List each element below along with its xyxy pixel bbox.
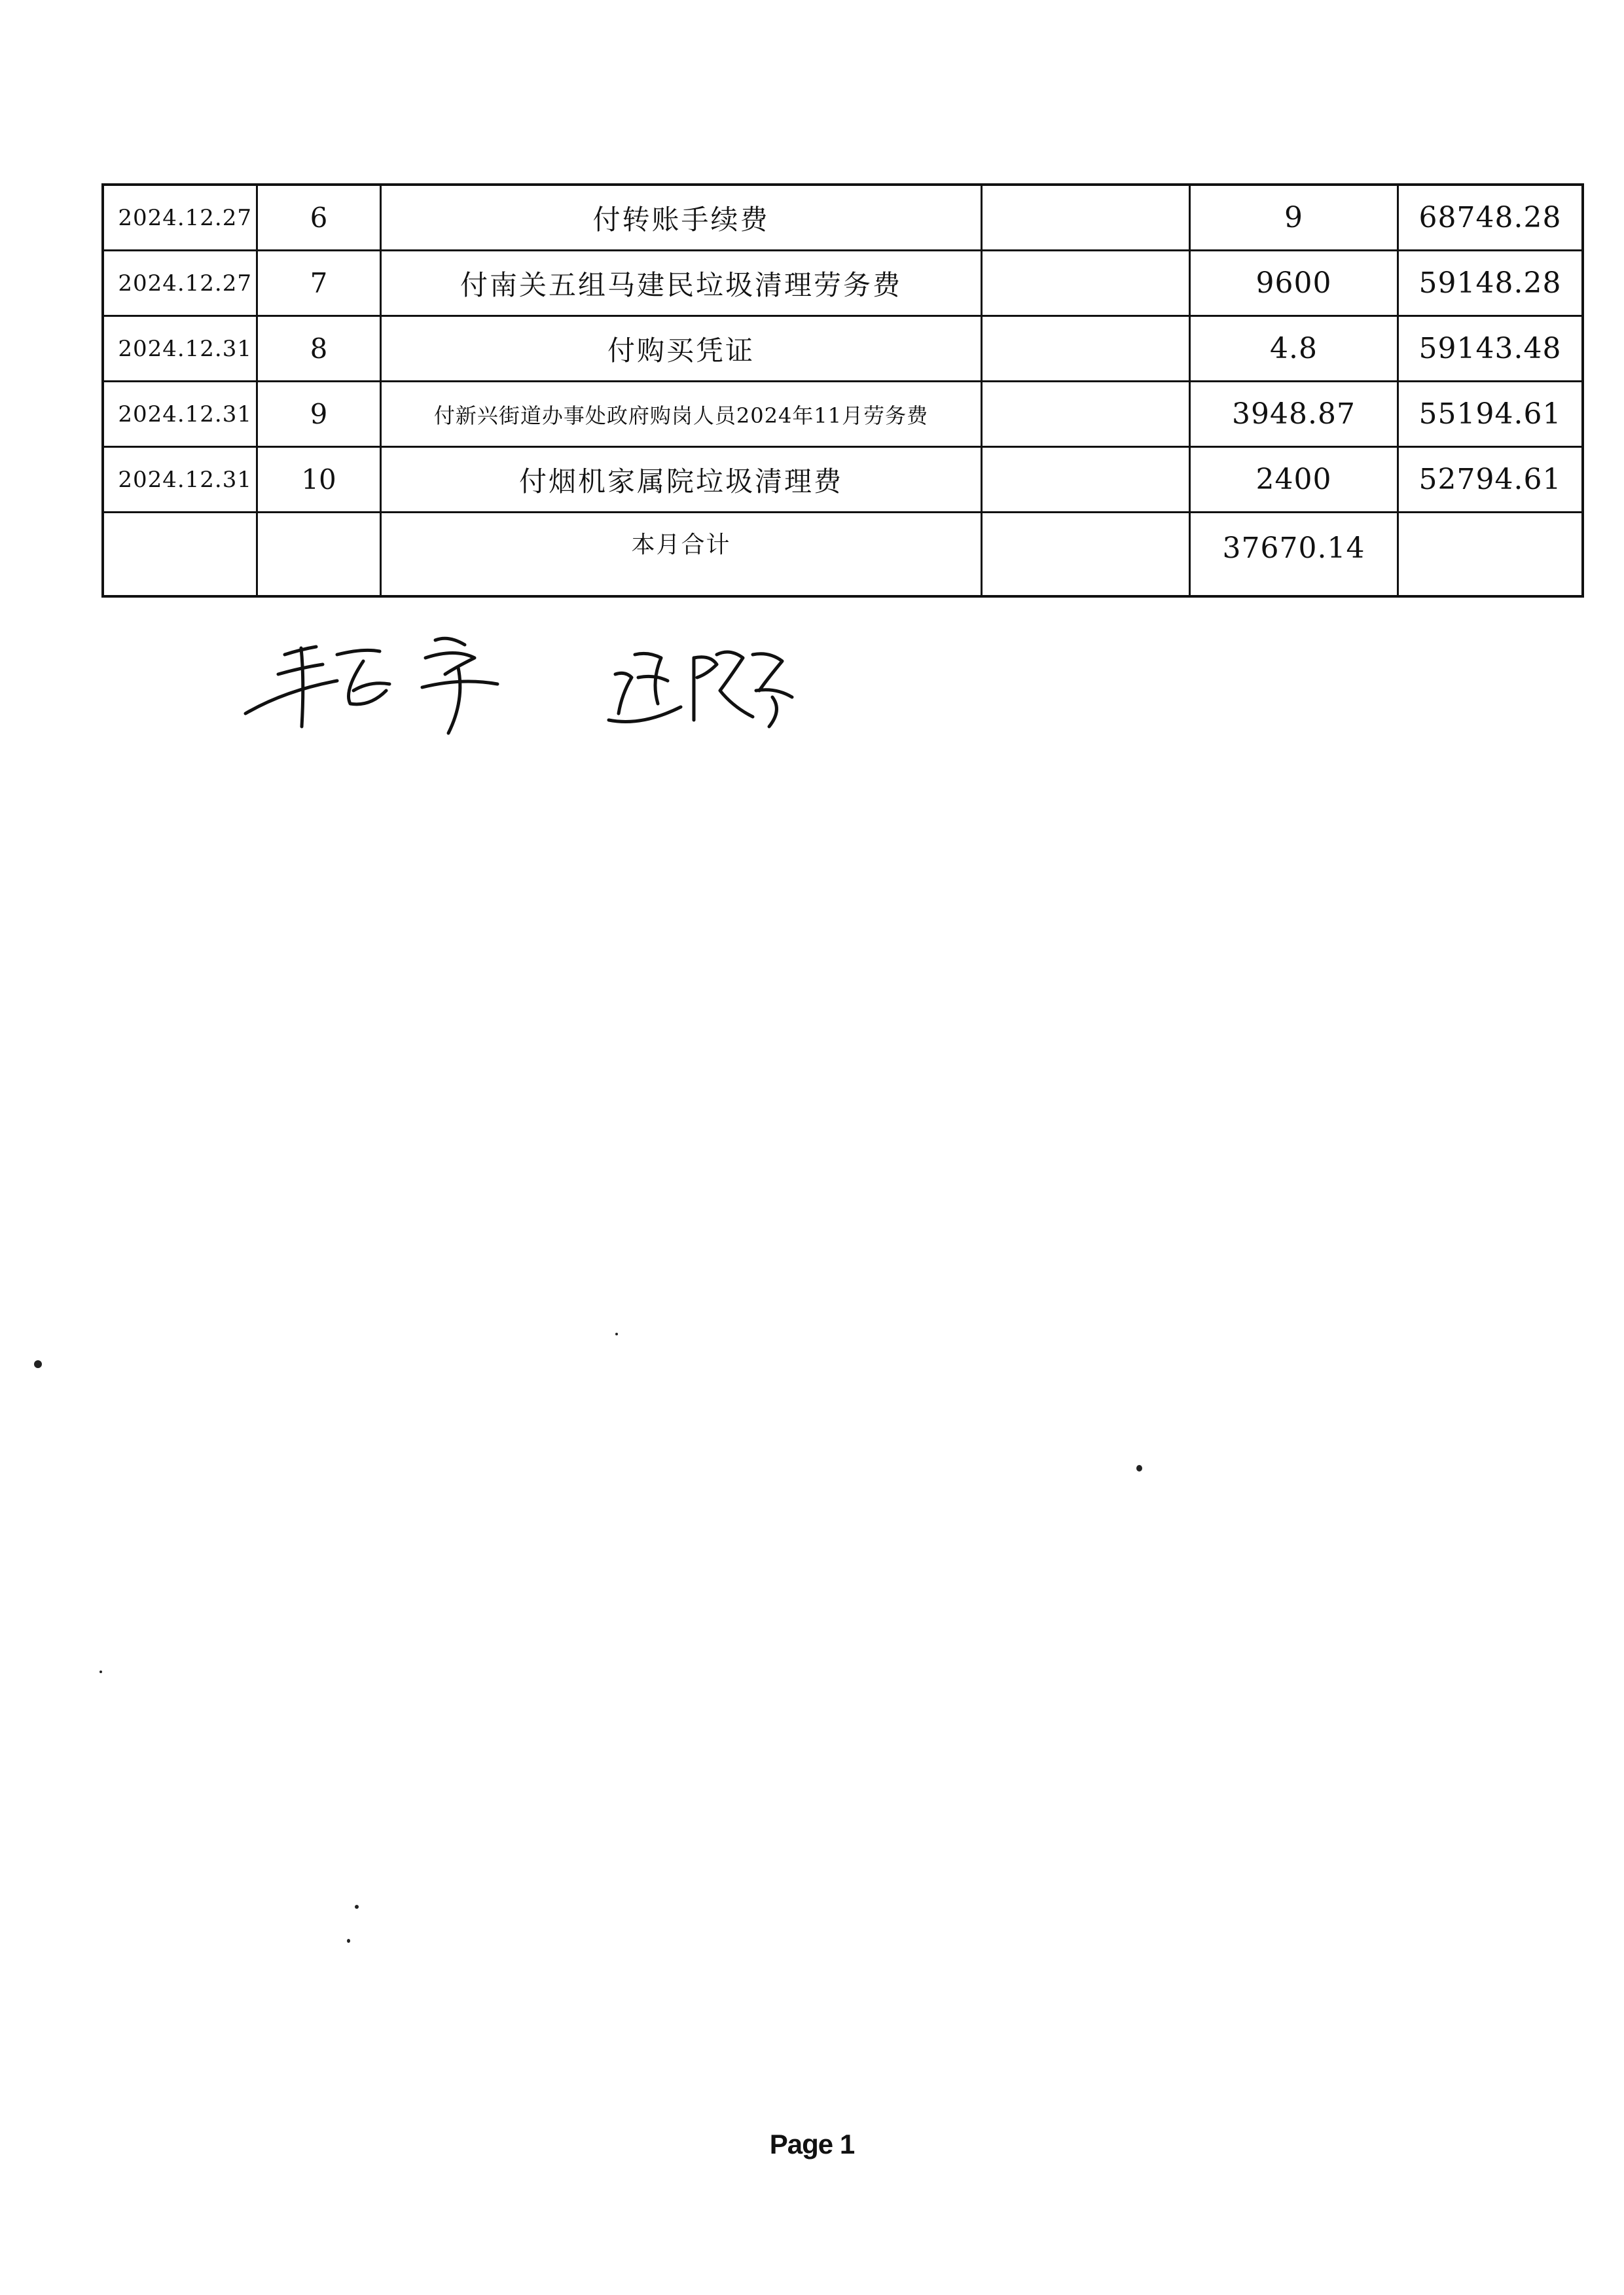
row-empty-cell bbox=[982, 251, 1190, 316]
table-row bbox=[103, 447, 1583, 513]
row-empty-cell bbox=[982, 447, 1190, 513]
handwritten-signature-first bbox=[239, 628, 514, 740]
total-amount: 37670.14 bbox=[1190, 513, 1398, 597]
row-balance: 68748.28 bbox=[1398, 185, 1583, 251]
row-number: 9 bbox=[257, 382, 381, 447]
row-empty-cell bbox=[982, 185, 1190, 251]
row-amount: 9 bbox=[1190, 185, 1398, 251]
row-balance: 59148.28 bbox=[1398, 251, 1583, 316]
row-amount: 9600 bbox=[1190, 251, 1398, 316]
row-description: 付购买凭证 bbox=[381, 316, 982, 382]
total-empty-balance bbox=[1398, 513, 1583, 597]
row-date: 2024.12.31 bbox=[103, 316, 257, 382]
total-empty-number bbox=[257, 513, 381, 597]
scan-speck bbox=[615, 1333, 618, 1335]
row-date: 2024.12.27 bbox=[103, 185, 257, 251]
ledger-table bbox=[101, 183, 1584, 598]
row-number: 7 bbox=[257, 251, 381, 316]
row-number: 8 bbox=[257, 316, 381, 382]
row-empty-cell bbox=[982, 382, 1190, 447]
table-row bbox=[103, 316, 1583, 382]
scan-speck bbox=[99, 1671, 102, 1673]
table-row bbox=[103, 382, 1583, 447]
row-empty-cell bbox=[982, 316, 1190, 382]
total-empty-cell bbox=[982, 513, 1190, 597]
scan-speck bbox=[34, 1360, 42, 1368]
row-number: 10 bbox=[257, 447, 381, 513]
row-date: 2024.12.27 bbox=[103, 251, 257, 316]
table-row bbox=[103, 251, 1583, 316]
row-balance: 52794.61 bbox=[1398, 447, 1583, 513]
row-date: 2024.12.31 bbox=[103, 447, 257, 513]
row-number: 6 bbox=[257, 185, 381, 251]
table-row bbox=[103, 185, 1583, 251]
row-amount: 2400 bbox=[1190, 447, 1398, 513]
row-description: 付转账手续费 bbox=[381, 185, 982, 251]
page-number: Page 1 bbox=[769, 2129, 855, 2159]
total-empty-date bbox=[103, 513, 257, 597]
row-balance: 59143.48 bbox=[1398, 316, 1583, 382]
row-amount: 3948.87 bbox=[1190, 382, 1398, 447]
row-description: 付南关五组马建民垃圾清理劳务费 bbox=[381, 251, 982, 316]
row-date: 2024.12.31 bbox=[103, 382, 257, 447]
row-description: 付烟机家属院垃圾清理费 bbox=[381, 447, 982, 513]
row-amount: 4.8 bbox=[1190, 316, 1398, 382]
total-row bbox=[103, 513, 1583, 597]
scan-speck bbox=[1136, 1465, 1142, 1472]
total-label: 本月合计 bbox=[381, 513, 982, 597]
row-description: 付新兴街道办事处政府购岗人员2024年11月劳务费 bbox=[381, 382, 982, 447]
row-balance: 55194.61 bbox=[1398, 382, 1583, 447]
scan-speck bbox=[347, 1939, 350, 1943]
scan-speck bbox=[355, 1905, 359, 1909]
handwritten-signature-second bbox=[602, 628, 812, 740]
